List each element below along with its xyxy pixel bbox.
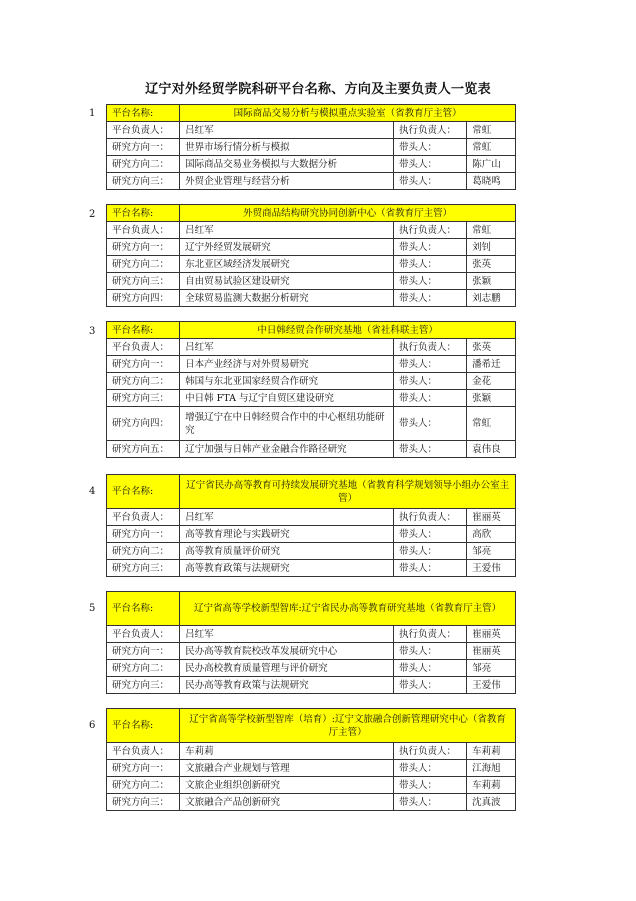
- direction-label: 研究方向一：: [107, 139, 180, 156]
- executive-label: 执行负责人：: [394, 743, 467, 760]
- lead-person: 陈广山: [467, 156, 516, 173]
- direction-label: 研究方向二：: [107, 156, 180, 173]
- direction-name: 民办高等教育院校改革发展研究中心: [180, 643, 394, 660]
- executive-name: 常虹: [467, 222, 516, 239]
- platform-name-label: 平台名称:: [107, 709, 180, 743]
- lead-person: 刘志鹏: [467, 290, 516, 307]
- platform-number: 2: [89, 209, 96, 220]
- direction-name: 韩国与东北亚国家经贸合作研究: [180, 373, 394, 390]
- platform-name-row: [107, 592, 516, 626]
- lead-label: 带头人：: [394, 373, 467, 390]
- platform-name-label: 平台名称:: [107, 205, 180, 222]
- direction-name: 世界市场行情分析与模拟: [180, 139, 394, 156]
- platform-name-row: [107, 322, 516, 339]
- platform-table: [106, 591, 516, 694]
- research-direction-row: [107, 156, 516, 173]
- direction-name: 东北亚区域经济发展研究: [180, 256, 394, 273]
- lead-person: 邹亮: [467, 660, 516, 677]
- lead-label: 带头人：: [394, 677, 467, 694]
- direction-name: 自由贸易试验区建设研究: [180, 273, 394, 290]
- research-direction-row: [107, 794, 516, 811]
- platform-block-3: [89, 321, 516, 458]
- lead-label: 带头人：: [394, 290, 467, 307]
- leader-label: 平台负责人：: [107, 339, 180, 356]
- platform-name: 辽宁省高等学校新型智库（培育）:辽宁文旅融合创新管理研究中心（省教育厅主管）: [180, 709, 516, 743]
- executive-name: 崔丽英: [467, 509, 516, 526]
- platform-name: 辽宁省高等学校新型智库:辽宁省民办高等教育研究基地（省教育厅主管）: [180, 592, 516, 626]
- leader-label: 平台负责人：: [107, 626, 180, 643]
- platform-leader-row: [107, 339, 516, 356]
- direction-name: 高等教育政策与法规研究: [180, 560, 394, 577]
- direction-label: 研究方向一：: [107, 356, 180, 373]
- executive-name: 张英: [467, 339, 516, 356]
- direction-name: 辽宁外经贸发展研究: [180, 239, 394, 256]
- lead-label: 带头人：: [394, 356, 467, 373]
- direction-label: 研究方向一：: [107, 760, 180, 777]
- lead-person: 王爱伟: [467, 560, 516, 577]
- platform-table: [106, 474, 516, 577]
- research-direction-row: [107, 760, 516, 777]
- platform-leader-row: [107, 743, 516, 760]
- direction-label: 研究方向二：: [107, 543, 180, 560]
- leader-name: 吕红军: [180, 626, 394, 643]
- platform-number: 6: [89, 720, 96, 731]
- direction-label: 研究方向三：: [107, 794, 180, 811]
- platform-name: 外贸商品结构研究协同创新中心（省教育厅主管）: [180, 205, 516, 222]
- direction-label: 研究方向二：: [107, 777, 180, 794]
- lead-label: 带头人：: [394, 273, 467, 290]
- platform-leader-row: [107, 509, 516, 526]
- lead-person: 张英: [467, 256, 516, 273]
- research-direction-row: [107, 777, 516, 794]
- lead-label: 带头人：: [394, 560, 467, 577]
- direction-name: 文旅融合产业规划与管理: [180, 760, 394, 777]
- lead-label: 带头人：: [394, 660, 467, 677]
- lead-person: 袁伟良: [467, 441, 516, 458]
- lead-person: 张颖: [467, 390, 516, 407]
- platform-leader-row: [107, 222, 516, 239]
- research-direction-row: [107, 677, 516, 694]
- platform-name-label: 平台名称:: [107, 475, 180, 509]
- lead-label: 带头人：: [394, 256, 467, 273]
- lead-person: 常虹: [467, 139, 516, 156]
- direction-label: 研究方向一：: [107, 643, 180, 660]
- leader-label: 平台负责人：: [107, 222, 180, 239]
- lead-person: 刘钊: [467, 239, 516, 256]
- research-direction-row: [107, 407, 516, 441]
- direction-label: 研究方向二：: [107, 256, 180, 273]
- platform-name: 辽宁省民办高等教育可持续发展研究基地（省教育科学规划领导小组办公室主管）: [180, 475, 516, 509]
- lead-person: 高欣: [467, 526, 516, 543]
- platform-block-4: [89, 474, 516, 577]
- lead-label: 带头人：: [394, 239, 467, 256]
- lead-person: 金花: [467, 373, 516, 390]
- research-direction-row: [107, 256, 516, 273]
- platform-name-row: [107, 205, 516, 222]
- platform-name-label: 平台名称:: [107, 322, 180, 339]
- executive-name: 车莉莉: [467, 743, 516, 760]
- direction-label: 研究方向一：: [107, 239, 180, 256]
- research-direction-row: [107, 290, 516, 307]
- research-direction-row: [107, 373, 516, 390]
- platform-block-2: [89, 204, 516, 307]
- platform-number: 3: [89, 326, 96, 337]
- lead-label: 带头人：: [394, 543, 467, 560]
- direction-name: 全球贸易监测大数据分析研究: [180, 290, 394, 307]
- lead-person: 张颖: [467, 273, 516, 290]
- lead-label: 带头人：: [394, 139, 467, 156]
- direction-name: 文旅企业组织创新研究: [180, 777, 394, 794]
- platform-number: 1: [89, 108, 96, 119]
- direction-name: 中日韩 FTA 与辽宁自贸区建设研究: [180, 390, 394, 407]
- direction-label: 研究方向三：: [107, 173, 180, 190]
- platform-block-5: [89, 591, 516, 694]
- lead-person: 江海旭: [467, 760, 516, 777]
- platform-name-label: 平台名称:: [107, 592, 180, 626]
- direction-name: 外贸企业管理与经营分析: [180, 173, 394, 190]
- direction-name: 高等教育理论与实践研究: [180, 526, 394, 543]
- research-direction-row: [107, 441, 516, 458]
- platform-table: [106, 708, 516, 811]
- executive-name: 崔丽英: [467, 626, 516, 643]
- leader-name: 车莉莉: [180, 743, 394, 760]
- lead-person: 王爱伟: [467, 677, 516, 694]
- research-direction-row: [107, 273, 516, 290]
- direction-label: 研究方向二：: [107, 373, 180, 390]
- research-direction-row: [107, 526, 516, 543]
- direction-label: 研究方向三：: [107, 273, 180, 290]
- lead-person: 常虹: [467, 407, 516, 441]
- lead-label: 带头人：: [394, 777, 467, 794]
- research-direction-row: [107, 356, 516, 373]
- direction-name: 文旅融合产品创新研究: [180, 794, 394, 811]
- executive-label: 执行负责人：: [394, 626, 467, 643]
- lead-person: 沈真波: [467, 794, 516, 811]
- lead-label: 带头人：: [394, 526, 467, 543]
- direction-label: 研究方向三：: [107, 677, 180, 694]
- lead-person: 葛晓鸣: [467, 173, 516, 190]
- direction-label: 研究方向三：: [107, 560, 180, 577]
- direction-label: 研究方向三：: [107, 390, 180, 407]
- executive-label: 执行负责人：: [394, 339, 467, 356]
- platform-number: 4: [89, 486, 96, 497]
- research-direction-row: [107, 560, 516, 577]
- research-direction-row: [107, 173, 516, 190]
- platform-table: [106, 204, 516, 307]
- research-direction-row: [107, 543, 516, 560]
- research-direction-row: [107, 643, 516, 660]
- lead-label: 带头人：: [394, 390, 467, 407]
- platform-name-row: [107, 709, 516, 743]
- platform-name-label: 平台名称:: [107, 105, 180, 122]
- leader-label: 平台负责人：: [107, 509, 180, 526]
- platform-table: [106, 321, 516, 458]
- direction-label: 研究方向二：: [107, 660, 180, 677]
- direction-label: 研究方向四：: [107, 407, 180, 441]
- direction-label: 研究方向五：: [107, 441, 180, 458]
- direction-name: 增强辽宁在中日韩经贸合作中的中心枢纽功能研究: [180, 407, 394, 441]
- leader-name: 吕红军: [180, 509, 394, 526]
- platform-name-row: [107, 475, 516, 509]
- platform-leader-row: [107, 626, 516, 643]
- executive-label: 执行负责人：: [394, 509, 467, 526]
- platform-name-row: [107, 105, 516, 122]
- executive-label: 执行负责人：: [394, 122, 467, 139]
- lead-label: 带头人：: [394, 407, 467, 441]
- research-direction-row: [107, 139, 516, 156]
- direction-label: 研究方向四：: [107, 290, 180, 307]
- executive-name: 常虹: [467, 122, 516, 139]
- lead-person: 崔丽英: [467, 643, 516, 660]
- lead-label: 带头人：: [394, 760, 467, 777]
- lead-label: 带头人：: [394, 643, 467, 660]
- executive-label: 执行负责人：: [394, 222, 467, 239]
- direction-name: 日本产业经济与对外贸易研究: [180, 356, 394, 373]
- research-direction-row: [107, 660, 516, 677]
- page-title: 辽宁对外经贸学院科研平台名称、方向及主要负责人一览表: [145, 82, 491, 97]
- platform-block-6: [89, 708, 516, 811]
- direction-name: 民办高校教育质量管理与评价研究: [180, 660, 394, 677]
- leader-name: 吕红军: [180, 222, 394, 239]
- research-direction-row: [107, 239, 516, 256]
- lead-person: 潘希迁: [467, 356, 516, 373]
- research-direction-row: [107, 390, 516, 407]
- leader-name: 吕红军: [180, 339, 394, 356]
- platform-name: 中日韩经贸合作研究基地（省社科联主管）: [180, 322, 516, 339]
- lead-label: 带头人：: [394, 173, 467, 190]
- platform-block-1: [89, 104, 516, 190]
- platform-name: 国际商品交易分析与模拟重点实验室（省教育厅主管）: [180, 105, 516, 122]
- platform-table: [106, 104, 516, 190]
- lead-label: 带头人：: [394, 441, 467, 458]
- lead-person: 车莉莉: [467, 777, 516, 794]
- leader-name: 吕红军: [180, 122, 394, 139]
- direction-name: 高等教育质量评价研究: [180, 543, 394, 560]
- direction-name: 国际商品交易业务模拟与大数据分析: [180, 156, 394, 173]
- leader-label: 平台负责人：: [107, 743, 180, 760]
- direction-label: 研究方向一：: [107, 526, 180, 543]
- lead-label: 带头人：: [394, 156, 467, 173]
- platform-number: 5: [89, 603, 96, 614]
- platform-leader-row: [107, 122, 516, 139]
- leader-label: 平台负责人：: [107, 122, 180, 139]
- lead-person: 邹亮: [467, 543, 516, 560]
- lead-label: 带头人：: [394, 794, 467, 811]
- direction-name: 民办高等教育政策与法规研究: [180, 677, 394, 694]
- direction-name: 辽宁加强与日韩产业金融合作路径研究: [180, 441, 394, 458]
